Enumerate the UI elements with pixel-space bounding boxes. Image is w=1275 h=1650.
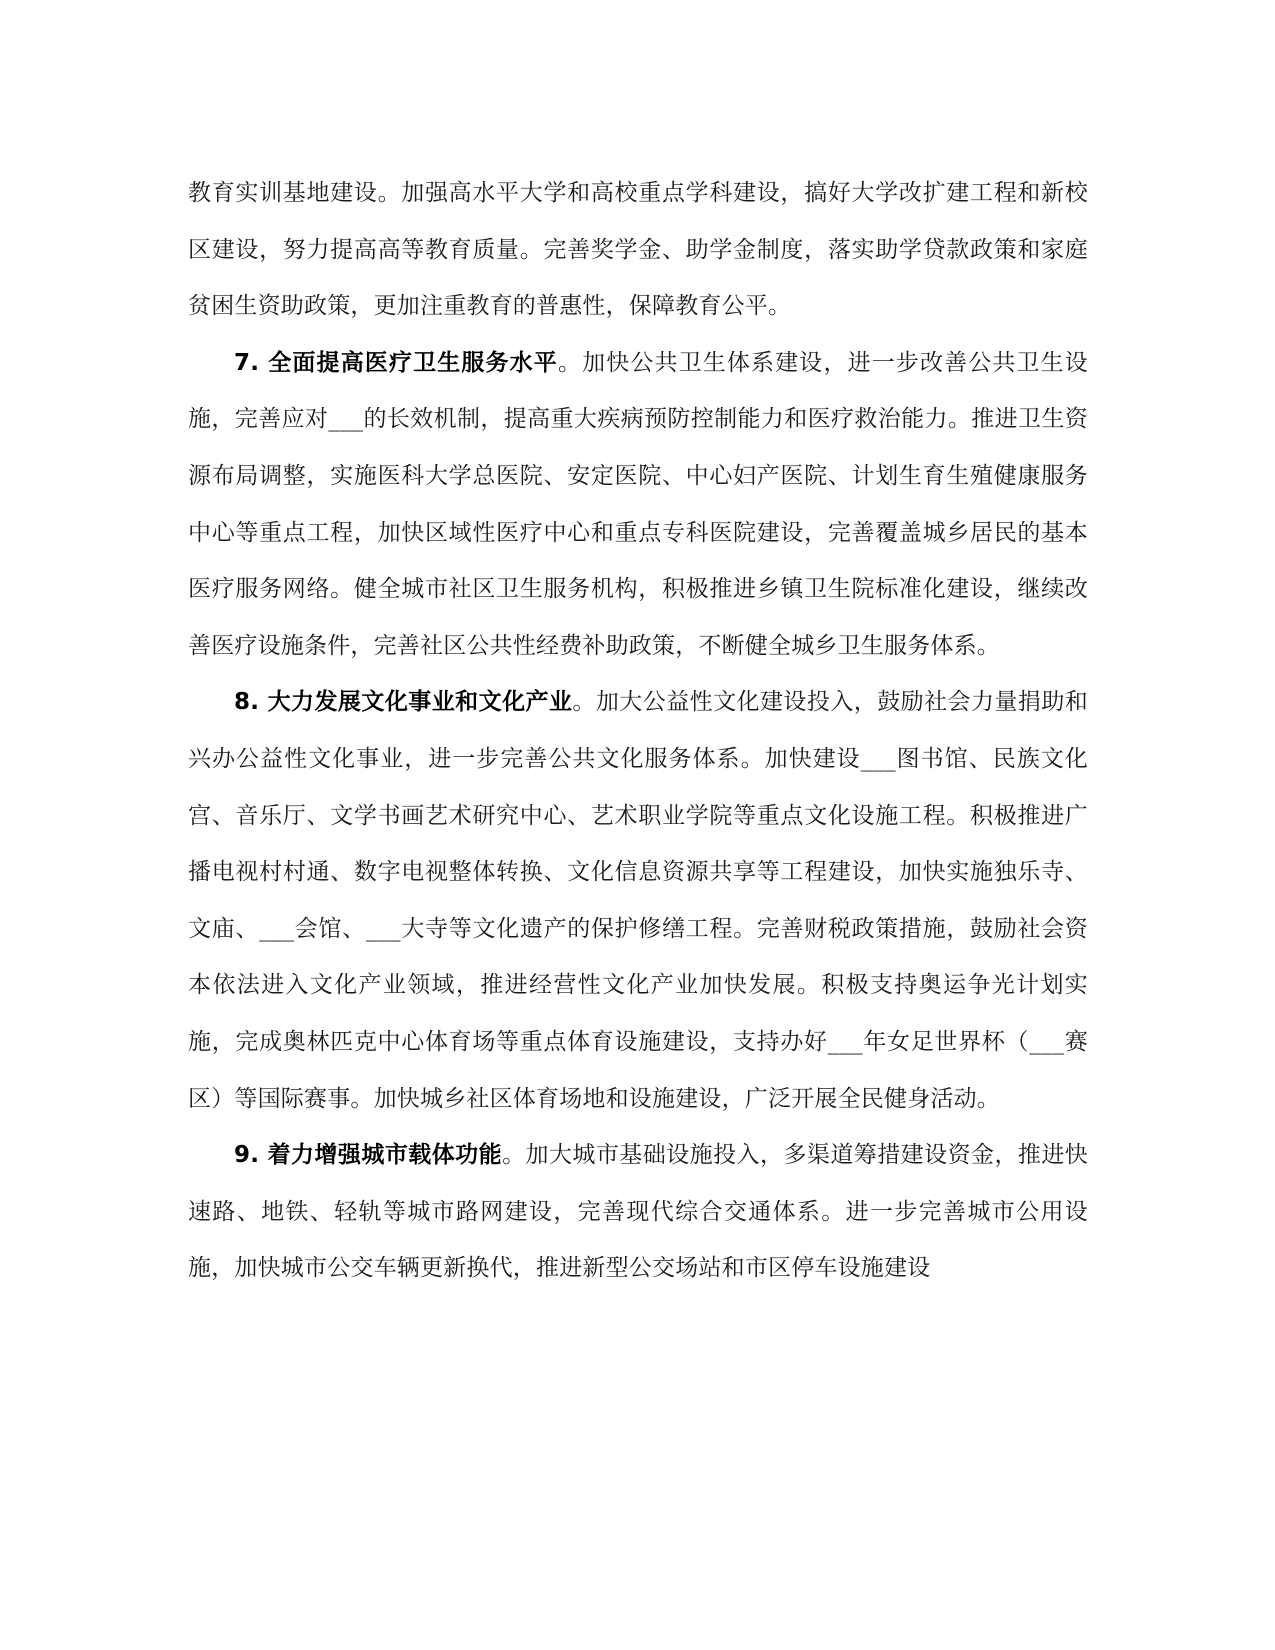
section-heading: 9. 着力增强城市载体功能 — [234, 1142, 503, 1169]
paragraph-culture — [188, 674, 1088, 1127]
section-heading: 7. 全面提高医疗卫生服务水平 — [234, 349, 558, 376]
paragraph-body: 。加大城市基础设施投入，多渠道筹措建设资金，推进快速路、地铁、轻轨等城市路网建设，完善现代综合交通体系。进一步完善城市公用设施，加快城市公交车辆更新换代，推进新型公交场站和市区停车设施建设 — [188, 1142, 1089, 1282]
paragraph-urban-function — [188, 1127, 1088, 1297]
paragraph-body: 。加大公益性文化建设投入，鼓励社会力量捐助和兴办公益性文化事业，进一步完善公共文化服务体系。加快建设___图书馆、民族文化宫、音乐厅、文学书画艺术研究中心、艺术职业学院等重点文化设施工程。积极推进广播电视村村通、数字电视整体转换、文化信息资源共享等工程建设，加快实施独乐寺、文庙、___会馆、___大寺等文化遗产的保护修缮工程。完善财税政策措施，鼓励社会资本依法进入文化产业领域，推进经营性文化产业加快发展。积极支持奥运争光计划实施，完成奥林匹克中心体育场等重点体育设施建设，支持办好___年女足世界杯（___赛区）等国际赛事。加快城乡社区体育场地和设施建设，广泛开展全民健身活动。 — [188, 689, 1088, 1112]
paragraph-body: 教育实训基地建设。加强高水平大学和高校重点学科建设，搞好大学改扩建工程和新校区建设，努力提高高等教育质量。完善奖学金、助学金制度，落实助学贷款政策和家庭贫困生资助政策，更加注重教育的普惠性，保障教育公平。 — [188, 180, 1088, 320]
paragraph-body: 。加快公共卫生体系建设，进一步改善公共卫生设施，完善应对___的长效机制，提高重大疾病预防控制能力和医疗救治能力。推进卫生资源布局调整，实施医科大学总医院、安定医院、中心妇产医院、计划生育生殖健康服务中心等重点工程，加快区域性医疗中心和重点专科医院建设，完善覆盖城乡居民的基本医疗服务网络。健全城市社区卫生服务机构，积极推进乡镇卫生院标准化建设，继续改善医疗设施条件，完善社区公共性经费补助政策，不断健全城乡卫生服务体系。 — [188, 349, 1089, 659]
paragraph-medical-health — [188, 335, 1088, 675]
paragraph-education-continued — [188, 165, 1088, 335]
section-heading: 8. 大力发展文化事业和文化产业 — [234, 689, 573, 716]
document-body — [188, 165, 1088, 1297]
